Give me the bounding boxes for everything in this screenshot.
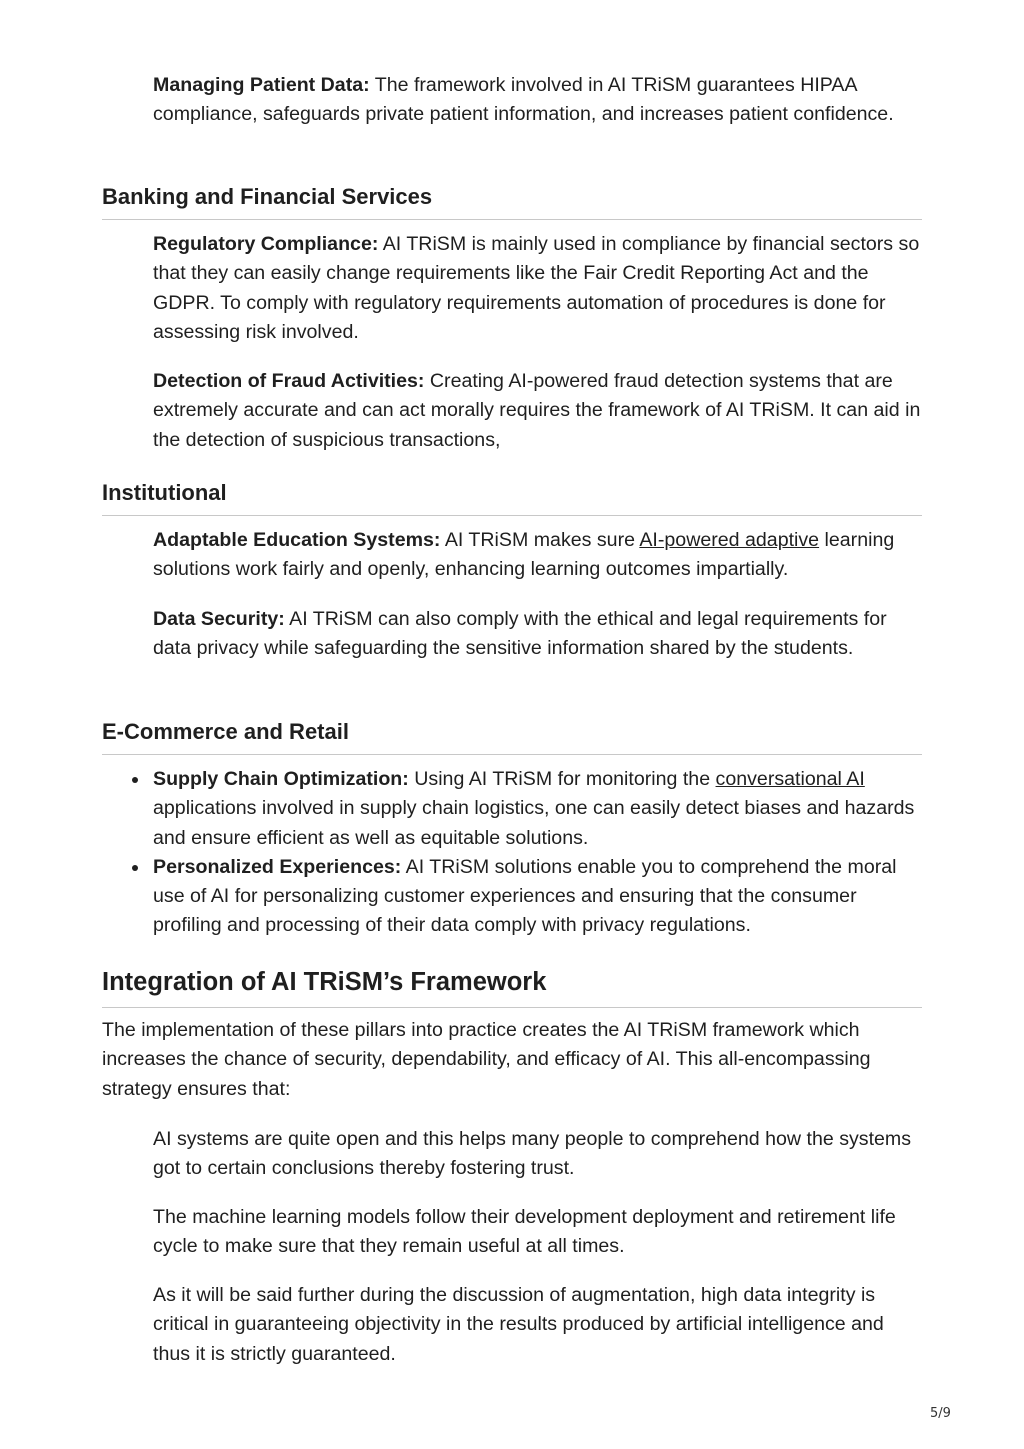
bullet-icon [132,777,138,783]
ecommerce-heading: E-Commerce and Retail [102,718,922,755]
fraud-detection-label: Detection of Fraud Activities: [153,370,425,392]
personalized-experiences-label: Personalized Experiences: [153,855,402,878]
ecommerce-list [153,765,923,941]
education-text-before: AI TRiSM makes sure [440,529,640,551]
banking-heading: Banking and Financial Services [102,183,922,220]
bullet-icon [132,865,138,871]
data-security-paragraph [153,605,923,664]
integration-heading: Integration of AI TRiSM’s Framework [102,966,922,1008]
patient-data-paragraph [153,71,923,130]
patient-data-text: The framework involved in AI TRiSM guarantees HIPAA compliance, safeguards private patient information, and increases patient confidence. [153,74,894,126]
conversational-ai-link[interactable]: conversational AI [715,768,865,790]
education-systems-paragraph [153,526,923,585]
integration-point: As it will be said further during the discussion of augmentation, high data integrity is critical in guaranteeing objectivity in the results produced by artificial intelligence and thus it is strictly guaranteed. [153,1284,884,1365]
integration-point: AI systems are quite open and this helps many people to comprehend how the systems got to certain conclusions thereby fostering trust. [153,1128,912,1180]
fraud-detection-text: Creating AI-powered fraud detection systems that are extremely accurate and can act morally requires the framework of AI TRiSM. It can aid in the detection of suspicious transactions, [153,370,921,451]
patient-data-label: Managing Patient Data: [153,74,370,96]
supply-chain-text-after: applications involved in supply chain logistics, one can easily detect biases and hazards and ensure efficient as well as equitable solutions. [153,797,915,849]
data-security-text: AI TRiSM can also comply with the ethical and legal requirements for data privacy while safeguarding the sensitive information shared by the students. [153,608,887,660]
data-security-label: Data Security: [153,608,285,630]
list-item [153,765,923,853]
education-systems-label: Adaptable Education Systems: [153,529,441,551]
regulatory-compliance-paragraph [153,230,923,347]
integration-point: The machine learning models follow their development deployment and retirement life cycle to make sure that they remain useful at all times. [153,1206,896,1258]
page-number: 5/9 [930,1406,951,1421]
ai-powered-adaptive-link[interactable]: AI-powered adaptive [639,529,820,551]
personalized-experiences-text: AI TRiSM solutions enable you to comprehend the moral use of AI for personalizing customer experiences and ensuring that the consumer profiling and processing of their data comply with privacy regulations. [153,855,897,937]
supply-chain-label: Supply Chain Optimization: [153,768,409,790]
regulatory-compliance-text: AI TRiSM is mainly used in compliance by financial sectors so that they can easily change requirements like the Fair Credit Reporting Act and the GDPR. To comply with regulatory requirements automation of procedures is done for assessing risk involved. [153,233,920,343]
supply-chain-text-before: Using AI TRiSM for monitoring the [408,768,716,790]
integration-intro: The implementation of these pillars into practice creates the AI TRiSM framework which increases the chance of security, dependability, and efficacy of AI. This all-encompassing strategy ensures that: [102,1019,871,1100]
regulatory-compliance-label: Regulatory Compliance: [153,233,379,255]
institutional-heading: Institutional [102,479,922,516]
education-text-after: learning solutions work fairly and openly, enhancing learning outcomes impartially. [153,529,895,581]
list-item [153,853,923,941]
fraud-detection-paragraph [153,367,923,455]
